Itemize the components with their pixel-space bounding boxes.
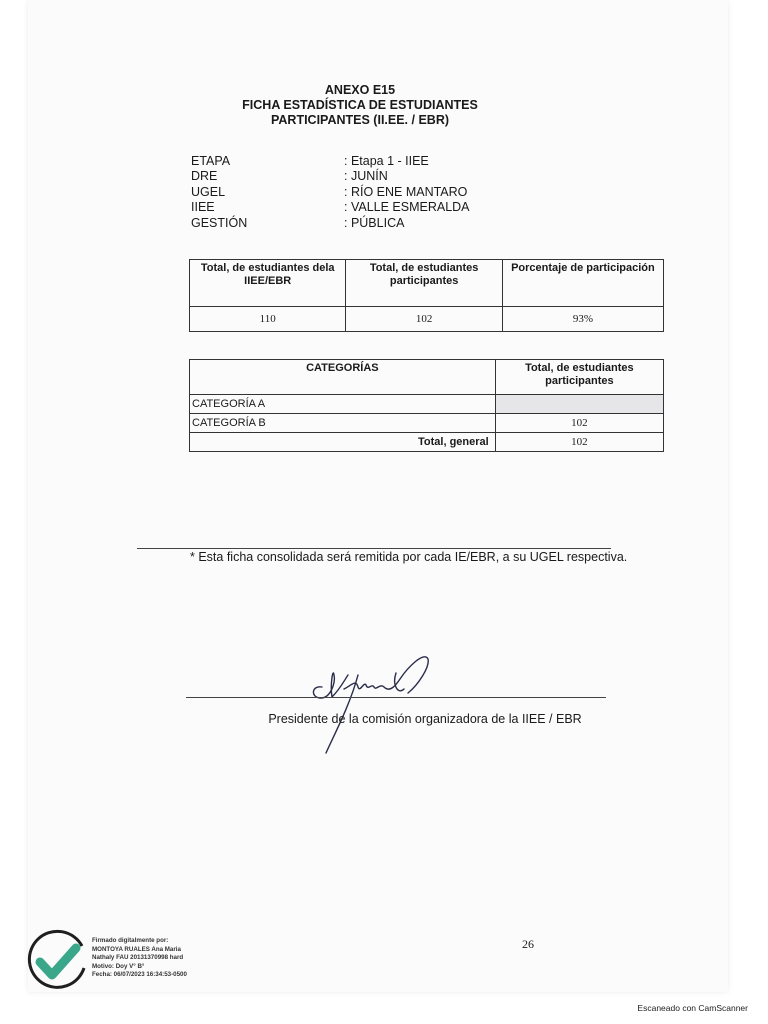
info-row-dre <box>191 169 470 184</box>
info-row-etapa <box>191 154 470 169</box>
info-row-iiee <box>191 200 470 215</box>
percentage-value: 93% <box>502 307 663 332</box>
info-value: : RÍO ENE MANTARO <box>344 184 468 199</box>
document-header <box>190 83 530 128</box>
column-header-participants: Total, de estudiantes participantes <box>495 360 663 395</box>
column-header-percentage: Porcentaje de participación <box>502 260 663 307</box>
category-b-label: CATEGORÍA B <box>190 414 496 433</box>
info-label: ETAPA <box>191 154 231 168</box>
table-row <box>190 395 664 414</box>
handwritten-signature <box>300 645 450 755</box>
document-page <box>28 0 728 992</box>
info-label: DRE <box>191 169 218 184</box>
table-total-row <box>190 433 664 452</box>
participants-value: 102 <box>346 307 502 332</box>
info-value: : JUNÍN <box>344 169 388 184</box>
scanner-watermark: Escaneado con CamScanner <box>637 1003 748 1013</box>
column-header-participants: Total, de estudiantes participantes <box>346 260 502 307</box>
form-title: FICHA ESTADÍSTICA DE ESTUDIANTES <box>242 98 478 112</box>
table-row <box>190 307 664 332</box>
category-a-value <box>495 395 663 414</box>
table-header-row <box>190 360 664 395</box>
stamp-line: Nathaly FAU 20131370998 hard <box>92 954 184 962</box>
info-label: UGEL <box>191 184 226 199</box>
column-header-categories: CATEGORÍAS <box>190 360 496 395</box>
signature-line <box>186 697 606 698</box>
digital-signature-stamp <box>92 937 187 980</box>
page-number: 26 <box>522 937 534 951</box>
stamp-line: Motivo: Doy V° B° <box>92 962 145 970</box>
category-b-value: 102 <box>495 414 663 433</box>
total-general-value: 102 <box>495 433 663 452</box>
stamp-line: Fecha: 06/07/2023 16:34:53-0500 <box>92 971 187 979</box>
digital-signature-check-icon <box>26 928 88 992</box>
categories-table <box>189 359 664 452</box>
institution-info <box>191 154 470 231</box>
participation-table <box>189 259 664 332</box>
info-value: : PÚBLICA <box>344 215 405 230</box>
info-value: : Etapa 1 - IIEE <box>344 154 429 168</box>
stamp-line: MONTOYA RUALES Ana Maria <box>92 945 181 953</box>
form-subtitle: PARTICIPANTES (II.EE. / EBR) <box>270 113 450 127</box>
info-row-gestion <box>191 216 470 231</box>
stamp-line: Firmado digitalmente por: <box>92 937 169 944</box>
footnote-divider <box>137 548 611 549</box>
total-students-value: 110 <box>190 307 346 332</box>
info-label: GESTIÓN <box>191 215 248 230</box>
signature-caption: Presidente de la comisión organizadora de la IIEE / EBR <box>268 712 582 726</box>
info-value: : VALLE ESMERALDA <box>344 200 470 215</box>
table-row <box>190 414 664 433</box>
footnote: * Esta ficha consolidada será remitida por cada IE/EBR, a su UGEL respectiva. <box>190 550 628 564</box>
info-label: IIEE <box>191 200 215 215</box>
category-a-label: CATEGORÍA A <box>190 395 496 414</box>
annex-title: ANEXO E15 <box>324 83 396 97</box>
total-general-label: Total, general <box>190 433 496 452</box>
table-header-row <box>190 260 664 307</box>
column-header-total-students: Total, de estudiantes dela IIEE/EBR <box>190 260 346 307</box>
info-row-ugel <box>191 185 470 200</box>
